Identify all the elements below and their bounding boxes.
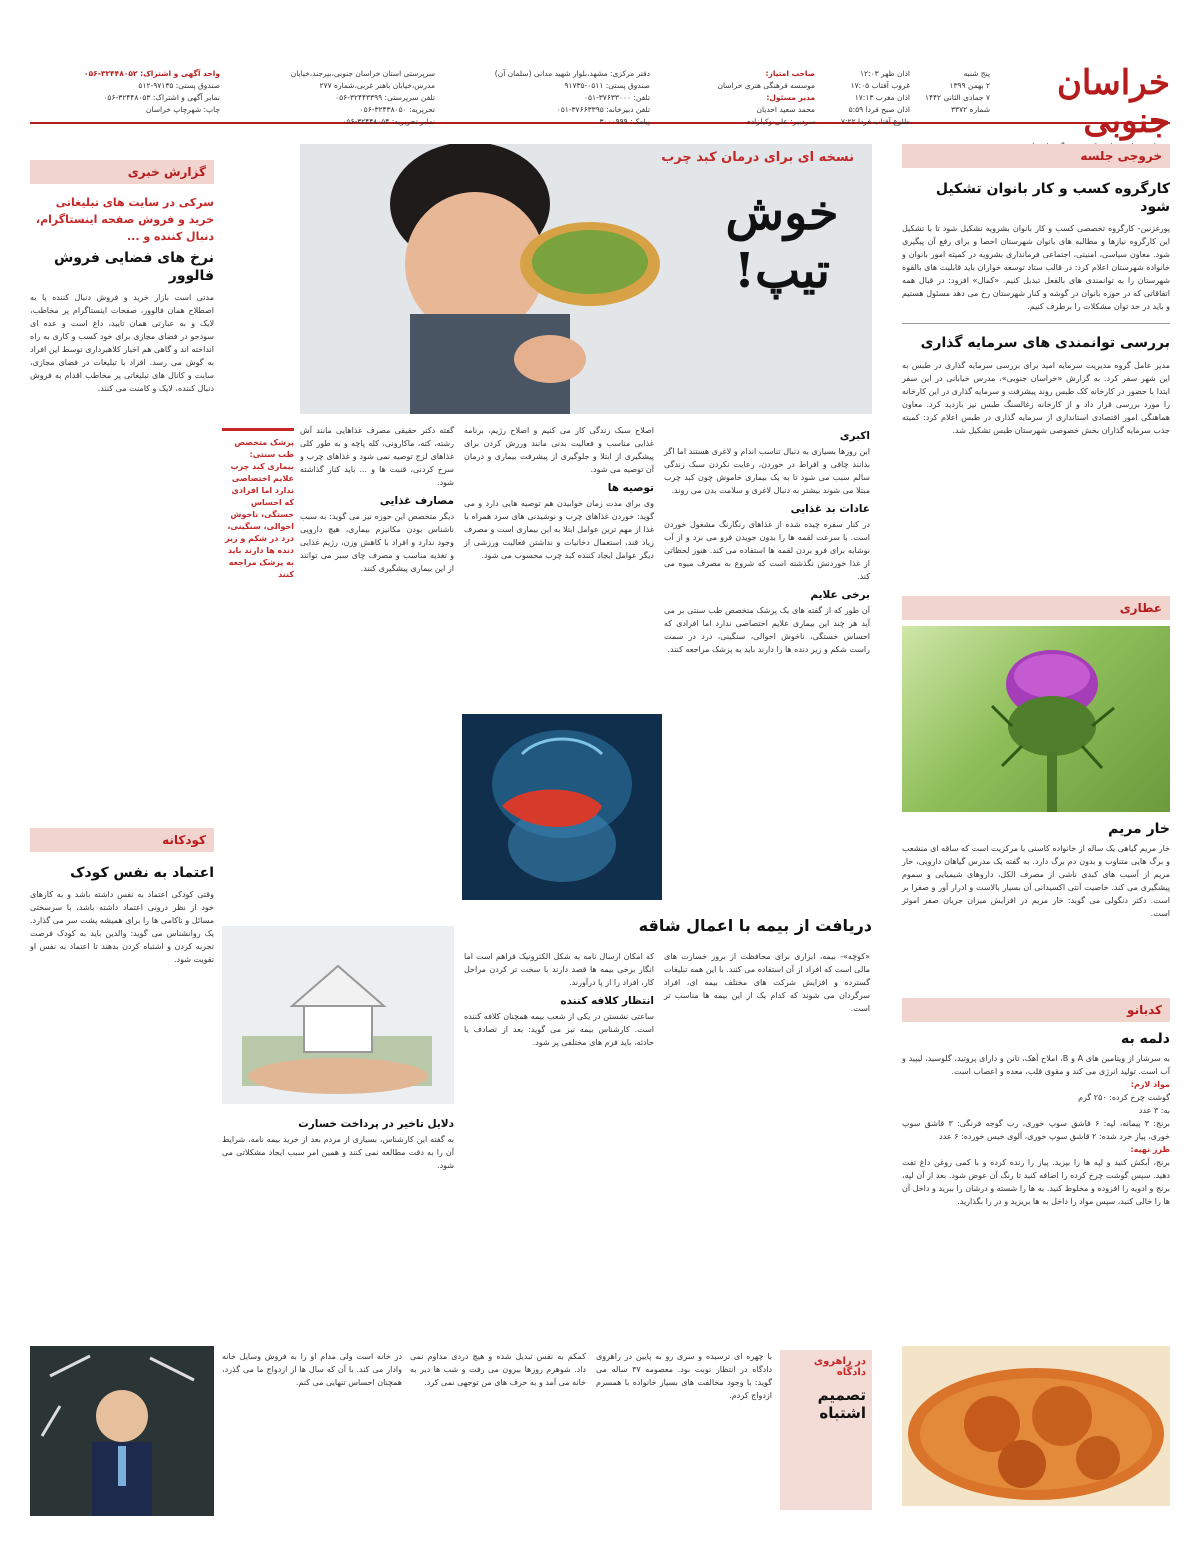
article-follower-prices: مدتی است بازار خرید و فروش دنبال کننده یا به اصطلاح همان فالوور، صفحات اینستاگرام پر مخاطب، لایک و به عبارتی همان تایید، داغ است و عده ای سودجو در فضای مجازی برای خود کسب و کاری به راه انداخته اند و گاهی هم اخبار کلاهبرداری توسط این افراد به گوش می رسد. افراد با تبلیغات در فضای مجازی، سایت و کانال های تبلیغاتی پر مخاطب اقدام به فروش دنبال کننده، لایک و کامنت می کنند. xyxy=(30,293,214,394)
ads-info: واحد آگهی و اشتراک: ۳۲۴۴۸۰۵۲-۰۵۶ صندوق پستی: ۹۷۱۳۵-۵۱۲ نمابر آگهی و اشتراک: ۳۲۴۴۸۰۵۳-۰۵۶ چاپ: شهرچاپ خراسان xyxy=(84,69,220,114)
masthead xyxy=(30,63,1170,141)
court-box xyxy=(780,1350,872,1510)
author-akbari: اکبری xyxy=(839,430,870,442)
child-eating-photo xyxy=(300,144,872,414)
insurance-text-b: که امکان ارسال نامه به شکل الکترونیک فراهم است اما انگار برخی بیمه ها قصد دارند با سخت تر کردن مراحل کار، افراد را از پا درآورند. xyxy=(464,952,654,987)
thistle-illustration xyxy=(902,626,1170,812)
main-text-c1: گفته دکتر حقیقی مصرف غذاهایی مانند آش رشته، کته، ماکارونی، کله پاچه و به طور کلی غذاهای لزج توصیه نمی شود و غذاهای چرب و سرخ کردنی، قنبت ها و ... باید کنار گذاشته شود. xyxy=(300,426,454,487)
article-women-business: پورغزنین- کارگروه تخصصی کسب و کار بانوان بشرویه تشکیل شود تا با تشکیل این کارگروه نیازها و مطالبه های بانوان شهرستان احصا و برای رفع آن پیگیری شود. معاون سیاسی، امنیتی، اجتماعی فرمانداری بشرویه در کمیته امور بانوان و خانواده شهرستان اعلام کرد: در قالب ستاد توسعه خواران باید قابلیت های بالقوه شهرستان را به توانمندی های بالفعل تبدیل کنیم. «کمال» افزود: در قبال همه اتفاقاتی که در حوزه بانوان در گوشه و کنار شهرستان رخ می دهد مسئول هستیم و باید در حد توان مشکلات را برطرف کنیم. xyxy=(902,224,1170,312)
section-title-meeting: خروجی جلسه xyxy=(902,144,1170,168)
court-label: در راهروی دادگاه xyxy=(813,1356,866,1378)
court-col-c xyxy=(222,1350,402,1389)
newspaper-logo xyxy=(1000,63,1170,141)
headline-follower-prices: نرخ های فضایی فروش فالوور xyxy=(53,250,214,285)
divider xyxy=(902,323,1170,324)
main-text-b1: اصلاح سبک زندگی کار می کنیم و اصلاح رژیم، برنامه غذایی مناسب و فعالیت بدنی مانند ورزش کردن برای پیشگیری از ابتلا و جلوگیری از پیشرفت بیماری و درمان آن توصیه می شود. xyxy=(464,426,654,474)
section-title-kids: کودکانه xyxy=(30,828,214,852)
report-kicker: سرکی در سایت های تبلیغاتی خرید و فروش صفحه اینستاگرام، دنبال کننده و ... xyxy=(35,196,214,243)
method-label: طرز تهیه: xyxy=(1130,1145,1170,1155)
subhead-delay-reasons: دلایل تاخیر در پرداخت خسارت xyxy=(298,1118,454,1130)
court-text-b: کمکم به نفس تبدیل شده و هیچ دردی مداوم نمی داد. شوهرم روزها بیرون می رفت و شب ها دیر به خانه می آمد و به حرف های من توجهی نمی کرد. xyxy=(410,1352,586,1387)
office-info: دفتر مرکزی: مشهد،بلوار شهید مدانی (سلمان آن) صندوق پستی: ۰۵۱۱-۹۱۷۳۵ تلفن: ۳۷۶۳۳۰۰۰-۰۵۱ تلفن دبیرخانه: ۳۷۶۶۳۳۹۵-۰۵۱ پیامک: ۳۰۰۰۹۹۹ xyxy=(494,69,650,126)
section-title-herbal: عطاری xyxy=(902,596,1170,620)
dish-illustration xyxy=(902,1346,1170,1506)
thistle-flower-image xyxy=(902,626,1170,812)
liver-illustration xyxy=(462,714,662,900)
main-text-a3: آن طور که از گفته های یک پزشک متخصص طب سنتی بر می آید هر چند این بیماری علایم اختصاصی ندارد اما افرادی که احساس خستگی، ناخوش احوالی، سنگینی، درد در سمت راست شکم و زیر دنده ها را دارند باید به پزشک مراجعه کنند. xyxy=(664,606,870,654)
main-col-b xyxy=(464,424,654,562)
liver-anatomy-graphic xyxy=(462,714,662,900)
herbal-section xyxy=(902,596,1170,920)
headline-self-confidence: اعتماد به نفس کودک xyxy=(70,865,214,881)
headline-thistle: خار مریم xyxy=(1108,821,1170,837)
main-text-c2: دیگر متخصص این حوزه نیز می گوید: به سبب ناشناس بودن مکانیزم بیماری، هیچ دارویی وجود ندارد و افراد با کاهش وزن، رژیم غذایی و تغذیه مناسب و مصرف چای سبز می توانند از این بیماری پیشگیری کنند. xyxy=(300,512,454,573)
recipe-method: برنج، آبکش کنید و لپه ها را بپزید. پیاز را رنده کرده و با کمی روغن داغ تفت دهید. سپس گوشت چرخ کرده را اضافه کنید تا رنگ آن عوض شود. بعد از آن لپه، برنج و ادویه را افزوده و مخلوط کنید. به ها را شسته و درشان را ببرید و داخل آن ها را خالی کنید، سپس مواد را داخل به ها بریزید و در را بگذارید. xyxy=(902,1158,1170,1207)
quote-text: پزشک متخصص طب سنتی: بیماری کبد چرب علایم اختصاصی ندارد اما افرادی که احساس خستگی، ناخوش احوالی، سنگینی، درد در شکم و زیر دنده ها دارند باید به پزشک مراجعه کنند xyxy=(224,438,294,579)
sidebar-quote xyxy=(222,428,294,581)
court-headline: تصمیم اشتباه xyxy=(817,1386,866,1422)
main-text-a2: در کنار سفره چیده شده از غذاهای رنگارنگ مشغول خوردن است. با سرعت لقمه ها را بدون جویدن فرو می برد و از آب نوشابه برای فرو بردن لقمه ها استفاده می کند. هنوز لحظاتی از غذا خوردنش نگذشته است که شروع به مصرف میوه می کند. xyxy=(664,520,870,581)
subhead-symptoms: برخی علایم xyxy=(810,589,870,601)
kids-section xyxy=(30,828,214,966)
recipe-intro: به سرشار از ویتامین های A و B، املاح آهک، تانن و دارای پروتید، گلوسید، لیپید و آب است. تولید انرژی می کند و مقوی قلب، معده و اعصاب است. xyxy=(902,1054,1171,1077)
insurance-col-b xyxy=(464,950,654,1049)
ingredients-label: مواد لازم: xyxy=(1130,1080,1170,1090)
ingredient-2: به: ۳ عدد xyxy=(1138,1106,1170,1116)
owner-info: صاحب امتیاز: موسسه فرهنگی هنری خراسان مدیر مسئول: محمد سعید احدیان سردبیر: علی وکیلزاده xyxy=(717,69,815,126)
main-kicker: نسخه ای برای درمان کبد چرب xyxy=(661,150,854,165)
main-headline: خوش تیپ! xyxy=(725,185,839,299)
insurance-text-c: به گفته این کارشناس، بسیاری از مردم بعد از خرید بیمه نامه، شرایط آن را به دقت مطالعه نمی کنند و همین امر سبب ایجاد مشکلاتی می شود. xyxy=(222,1135,454,1170)
headline-investment: بررسی توانمندی های سرمایه گذاری xyxy=(920,335,1170,352)
article-thistle: خار مریم گیاهی یک ساله از خانواده کاسنی با مرکزیت است که ساقه ای منشعب و برگ هایی متناوب و بدون دم برگ دارد. به گفته یک مدرس گیاهان دارویی، خار مریم از آسیب های کبدی ناشی از مصرف الکل، داروهای شیمیایی و سموم پیشگیری می کند. خاصیت آنتی اکسیدانی آن بسیار بالاست و ادرار آور و صفرا بر است. دکتر دنگولی می گوید: خار مریم در افزایش میزان جریان صفر اموثر است. xyxy=(902,844,1170,919)
kid-superhero-photo xyxy=(30,1346,214,1516)
main-text-a1: این روزها بسیاری به دنبال تناسب اندام و لاغری هستند اما اگر بدانند چاقی و افراط در خوردن، رعایت نکردن سبک زندگی سالم سبب می شود تا به یک بیماری خاموش چون کبد چرب مبتلا می شوند بیشتر به دنبال لاغری و سلامت بدن می روند. xyxy=(664,447,870,495)
main-col-c xyxy=(300,424,454,575)
insurance-headline: دریافت از بیمه با اعمال شاقه xyxy=(638,916,872,935)
prayer-times: اذان ظهر ۱۲:۰۳ غروب آفتاب ۱۷:۰۵ اذان مغرب ۱۷:۱۳ اذان صبح فردا ۵:۵۹ طلوع آفتاب فردا ۷:۲۲ xyxy=(840,69,910,126)
insurance-illustration xyxy=(222,926,454,1104)
regional-office-info: سرپرستی استان خراسان جنوبی،بیرجند،خیابان مدرس،خیابان باهنر غربی،شماره ۲۷۷ تلفن سرپرستی: ۳۲۴۴۳۳۹۹-۰۵۶ تحریریه: ۳۲۴۳۸۰۵۰-۰۵۶ نمابر تحریریه: ۳۲۴۴۸۰۵۴-۰۵۶ xyxy=(290,69,435,126)
logo-text: خراسان جنوبی xyxy=(1056,63,1170,141)
section-title-report: گزارش خبری xyxy=(30,160,214,184)
subhead-advice: توصیه ها xyxy=(607,482,654,494)
right-column xyxy=(902,144,1170,437)
ingredient-1: گوشت چرخ کرده: ۲۵۰ گرم xyxy=(1078,1093,1170,1103)
main-col-a xyxy=(664,424,870,656)
subhead-consumption: مصارف غذایی xyxy=(379,495,454,507)
subhead-bad-habits: عادات بد غذایی xyxy=(790,503,870,515)
insurance-col-a xyxy=(664,950,870,1015)
quince-dish-image xyxy=(902,1346,1170,1506)
headline-women-business: کارگروه کسب و کار بانوان تشکیل شود xyxy=(935,181,1170,216)
insurance-hands-photo xyxy=(222,926,454,1104)
main-text-b2: وی برای مدت زمان خوابیدن هم توصیه هایی دارد و می گوید: خوردن غذاهای چرب و نوشیدنی های سرد همراه با غذا از مهم ترین عوامل ابتلا به این بیماری است و مصرف زیاد قند، استعمال دخانیات و نداشتن فعالیت ورزشی از دیگر عوامل ایجاد کننده کبد چرب محسوب می شود. xyxy=(464,499,654,560)
ingredient-3: برنج: ۳ پیمانه، لپه: ۶ قاشق سوپ خوری، رب گوجه فرنگی: ۳ قاشق سوپ خوری، پیاز خرد شده: ۲ قاشق سوپ خوری، آلوی خیس خورده: ۶ عدد xyxy=(902,1119,1170,1142)
cooking-section xyxy=(902,998,1170,1208)
left-column xyxy=(30,160,214,395)
kid-illustration xyxy=(30,1346,214,1516)
section-title-cooking: کدبانو xyxy=(902,998,1170,1022)
court-col-a xyxy=(596,1350,772,1402)
court-col-b xyxy=(410,1350,586,1389)
subhead-frustrating-wait: انتظار کلافه کننده xyxy=(560,995,654,1007)
insurance-text-a: «کوچه»- بیمه، ابزاری برای محافظت از بروز خسارت های مالی است که افراد از آن استفاده می کنند. با این همه تبلیغات گسترده و افزایش شرکت های مختلف بیمه ای، افراد سرگردان می شوند که کدام یک از این بیمه ها مناسب تر است. xyxy=(664,952,870,1013)
insurance-col-c xyxy=(222,1112,454,1172)
insurance-text-b2: ساعتی نشستن در یکی از شعب بیمه همچنان کلافه کننده است. کارشناس بیمه نیز می گوید: بعد از تصادف یا حادثه، باید فرم های مختلفی پر شود. xyxy=(464,1012,654,1047)
headline-quince-dolma: دلمه به xyxy=(1121,1031,1170,1047)
court-text-a: با چهره ای ترسیده و سری رو به پایین در راهروی دادگاه در انتظار نوبت بود. معصومه ۳۷ ساله می گوید: با وجود مخالفت های بسیار خانواده با همسرم ازدواج کردم. xyxy=(596,1352,773,1400)
issue-date: پنج شنبه ۲ بهمن ۱۳۹۹ ۷ جمادی الثانی ۱۴۴۲ شماره ۳۳۷۲ xyxy=(924,69,990,114)
article-self-confidence: وقتی کودکی اعتماد به نفس داشته باشد و به کارهای خود از نظر درونی اعتماد داشته باشد، با سرسختی مسائل و ناکامی ها را برای همیشه پشت سر می گذارد. یک روانشناس می گوید: والدین باید به کودک فرصت تجربه کردن و اشتباه کردن بدهند تا اعتماد به نفس او تقویت شود. xyxy=(30,890,214,965)
court-text-c: در خانه است ولی مدام او را به فروش وسایل خانه وادار می کند. با آن که سال ها از ازدواج ما می گذرد، همچنان احساس تنهایی می کنم. xyxy=(222,1352,402,1387)
article-investment: مدیر عامل گروه مدیریت سرمایه امید برای بررسی سرمایه گذاری در طبس به این شهر سفر کرد. به گزارش «خراسان جنوبی»، مدرس خیابانی در این سفر ابتدا با حضور در کارخانه کک طبس روند پیشرفت و سرمایه گذاری در این کارخانه را مورد بررسی قرار داد و از کارخانه زغالسنگ طبس نیز بازدید کرد. معاون هماهنگی امور اقتصادی استانداری از سرمایه گذاری در طبس اعلام کرد: کمیته جذب سرمایه گذاران بخش خصوصی شهرستان طبس تشکیل شد. xyxy=(902,360,1170,435)
